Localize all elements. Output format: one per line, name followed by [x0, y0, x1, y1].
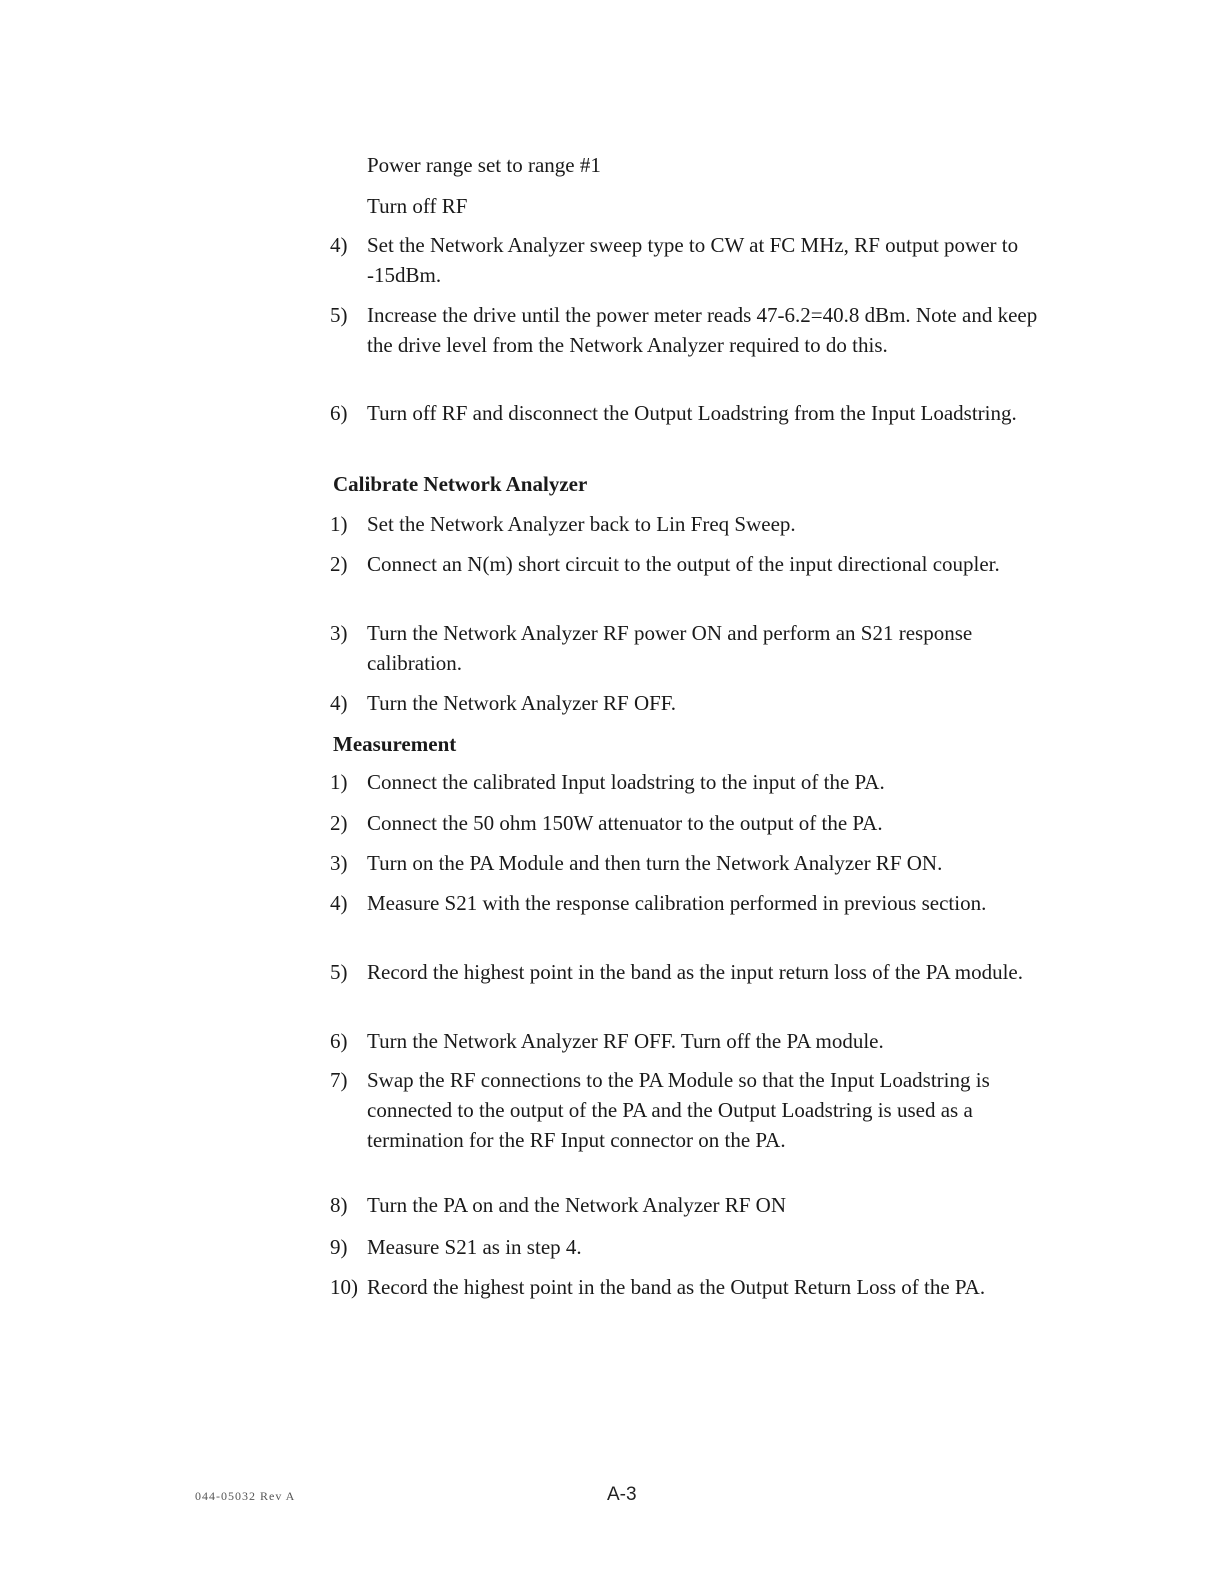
list-item-text: Turn the Network Analyzer RF OFF.	[367, 691, 677, 715]
intro-line-turn-off-rf: Turn off RF	[367, 194, 468, 218]
list-item	[330, 398, 1050, 428]
list-item	[330, 1232, 1050, 1262]
list-item-text: Record the highest point in the band as the Output Return Loss of the PA.	[367, 1275, 986, 1299]
list-item-text: Turn the PA on and the Network Analyzer RF ON	[367, 1193, 787, 1217]
list-item-text: Connect an N(m) short circuit to the output of the input directional coupler.	[367, 552, 1000, 576]
list-item-number: 4)	[330, 233, 348, 257]
list-item-number: 8)	[330, 1193, 348, 1217]
list-item	[330, 688, 1050, 718]
list-item-number: 3)	[330, 851, 348, 875]
list-item-text: Set the Network Analyzer back to Lin Freq Sweep.	[367, 512, 796, 536]
list-item	[330, 848, 1050, 878]
list-item	[330, 300, 1050, 360]
list-item-number: 4)	[330, 691, 348, 715]
list-item-number: 2)	[330, 552, 348, 576]
list-item-number: 9)	[330, 1235, 348, 1259]
list-item-number: 2)	[330, 811, 348, 835]
list-item	[330, 1065, 1050, 1155]
list-item	[330, 549, 1050, 579]
list-item	[330, 767, 1050, 797]
list-item-text: Set the Network Analyzer sweep type to CW at FC MHz, RF output power to -15dBm.	[367, 233, 1019, 287]
list-item	[330, 509, 1050, 539]
footer-doc-number: 044-05032 Rev A	[195, 1489, 296, 1503]
list-item-number: 6)	[330, 1029, 348, 1053]
list-item	[330, 1026, 1050, 1056]
list-item	[330, 618, 1050, 678]
list-item	[330, 808, 1050, 838]
list-item	[330, 230, 1050, 290]
list-item-number: 4)	[330, 891, 348, 915]
list-item-number: 10)	[330, 1275, 358, 1299]
list-item	[330, 1190, 1050, 1220]
list-item-text: Measure S21 as in step 4.	[367, 1235, 582, 1259]
list-item-number: 1)	[330, 512, 348, 536]
list-item-number: 5)	[330, 303, 348, 327]
list-item-number: 7)	[330, 1068, 348, 1092]
list-item	[330, 1272, 1050, 1302]
list-item-text: Connect the 50 ohm 150W attenuator to the output of the PA.	[367, 811, 883, 835]
list-item-text: Record the highest point in the band as the input return loss of the PA module.	[367, 960, 1023, 984]
section-heading-measurement: Measurement	[333, 732, 457, 756]
list-item-text: Connect the calibrated Input loadstring to the input of the PA.	[367, 770, 885, 794]
list-item-text: Turn the Network Analyzer RF power ON and perform an S21 response calibration.	[367, 621, 973, 675]
list-item-text: Turn off RF and disconnect the Output Loadstring from the Input Loadstring.	[367, 401, 1017, 425]
list-item-number: 3)	[330, 621, 348, 645]
list-item-text: Turn the Network Analyzer RF OFF. Turn off the PA module.	[367, 1029, 884, 1053]
list-item-number: 5)	[330, 960, 348, 984]
list-item-text: Swap the RF connections to the PA Module so that the Input Loadstring is connected to the output of the PA and the Output Loadstring is used as a termination for the RF Input connector on the PA.	[367, 1068, 990, 1152]
intro-line-power-range: Power range set to range #1	[367, 153, 601, 177]
list-item-text: Increase the drive until the power meter reads 47-6.2=40.8 dBm. Note and keep the drive level from the Network Analyzer required to do this.	[367, 303, 1038, 357]
list-item-number: 6)	[330, 401, 348, 425]
list-item	[330, 957, 1050, 987]
list-item-text: Turn on the PA Module and then turn the Network Analyzer RF ON.	[367, 851, 943, 875]
list-item-number: 1)	[330, 770, 348, 794]
list-item	[330, 888, 1050, 918]
footer-page-number: A-3	[607, 1484, 637, 1505]
list-item-text: Measure S21 with the response calibration performed in previous section.	[367, 891, 987, 915]
section-heading-calibrate: Calibrate Network Analyzer	[333, 472, 588, 496]
